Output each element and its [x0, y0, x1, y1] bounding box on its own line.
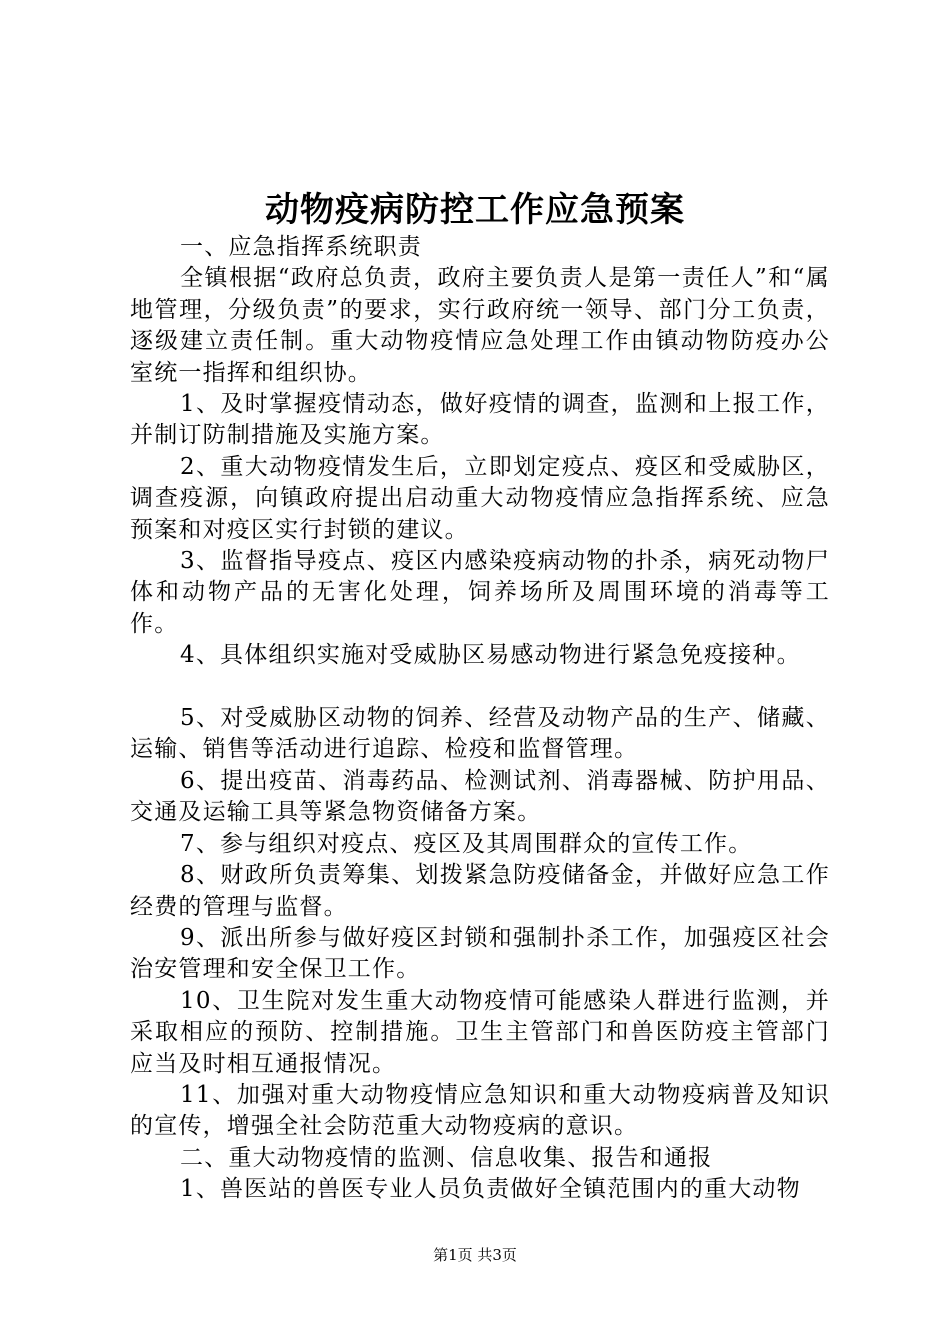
section-heading: 一、应急指挥系统职责 — [180, 234, 422, 260]
paragraph: 8、财政所负责筹集、划拨紧急防疫储备金，并做好应急工作经费的管理与监督。 — [130, 862, 830, 920]
paragraph: 5、对受威胁区动物的饲养、经营及动物产品的生产、储藏、运输、销售等活动进行追踪、检疫和监督管理。 — [130, 705, 830, 763]
paragraph: 9、派出所参与做好疫区封锁和强制扑杀工作，加强疫区社会治安管理和安全保卫工作。 — [130, 924, 830, 983]
paragraph: 2、重大动物疫情发生后，立即划定疫点、疫区和受威胁区，调查疫源，向镇政府提出启动重大动物疫情应急指挥系统、应急预案和对疫区实行封锁的建议。 — [130, 453, 830, 543]
paragraph: 1、及时掌握疫情动态，做好疫情的调查，监测和上报工作，并制订防制措施及实施方案。 — [130, 391, 830, 449]
paragraph: 1、兽医站的兽医专业人员负责做好全镇范围内的重大动物 — [180, 1176, 801, 1203]
paragraph: 6、提出疫苗、消毒药品、检测试剂、消毒器械、防护用品、交通及运输工具等紧急物资储备方案。 — [130, 767, 830, 826]
section-heading: 二、重大动物疫情的监测、信息收集、报告和通报 — [180, 1144, 713, 1171]
paragraph: 11、加强对重大动物疫情应急知识和重大动物疫病普及知识的宣传，增强全社会防范重大动物疫病的意识。 — [130, 1081, 830, 1140]
paragraph: 4、具体组织实施对受威胁区易感动物进行紧急免疫接种。 — [180, 642, 801, 669]
blank-line — [130, 672, 830, 703]
document-title: 动物疫病防控工作应急预案 — [265, 190, 685, 230]
page-number: 第1页 共3页 — [433, 1246, 517, 1264]
paragraph: 3、监督指导疫点、疫区内感染疫病动物的扑杀，病死动物尸体和动物产品的无害化处理，饲养场所及周围环境的消毒等工作。 — [130, 548, 830, 637]
document-body — [130, 232, 830, 1206]
paragraph: 全镇根据“政府总负责，政府主要负责人是第一责任人”和“属地管理，分级负责”的要求，实行政府统一领导、部门分工负责，逐级建立责任制。重大动物疫情应急处理工作由镇动物防疫办公室统一指挥和组织协。 — [130, 265, 830, 386]
paragraph: 7、参与组织对疫点、疫区及其周围群众的宣传工作。 — [180, 830, 753, 857]
paragraph: 10、卫生院对发生重大动物疫情可能感染人群进行监测，并采取相应的预防、控制措施。卫生主管部门和兽医防疫主管部门应当及时相互通报情况。 — [130, 987, 830, 1077]
